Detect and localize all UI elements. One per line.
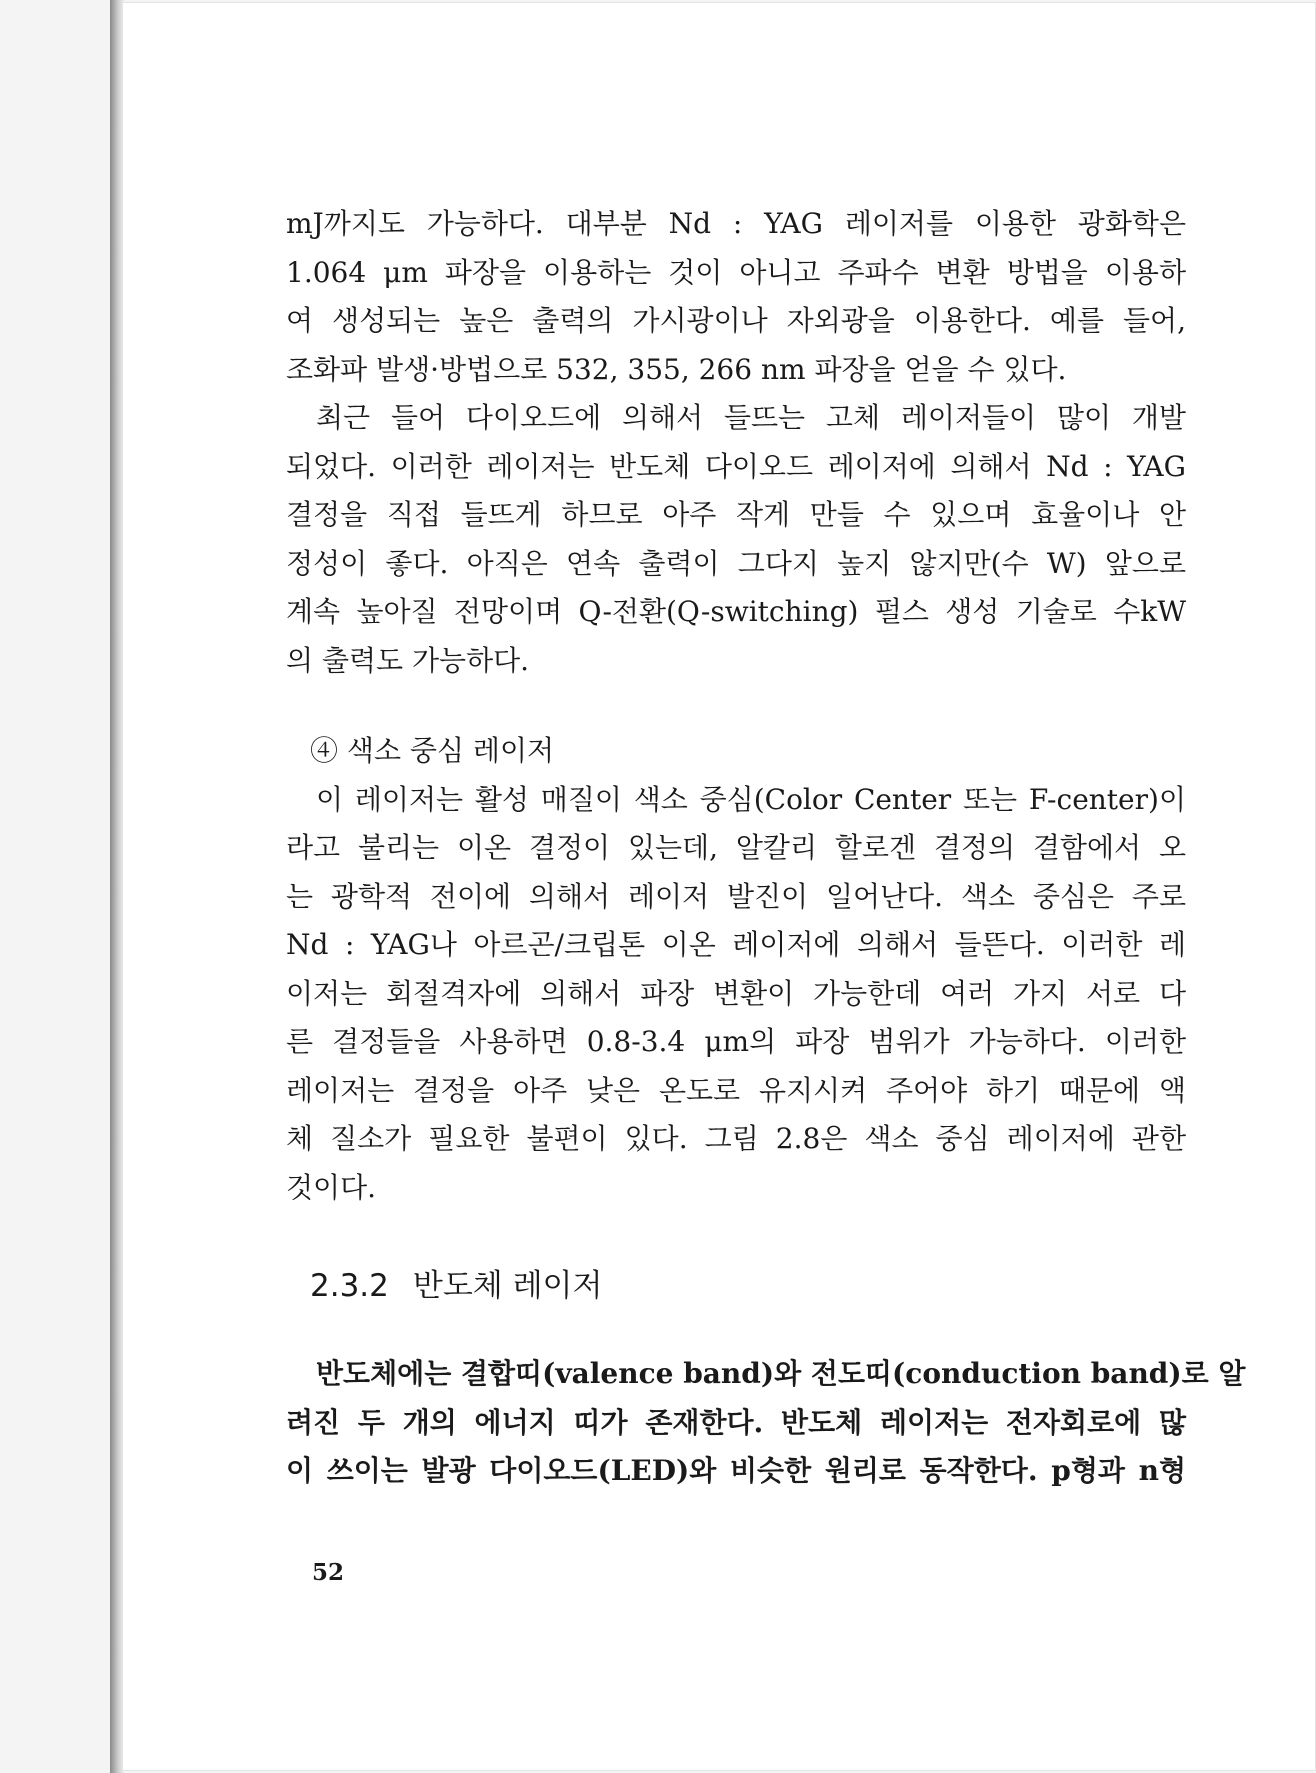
text-line: 것이다.	[286, 1170, 377, 1204]
text-line: 결정을 직접 들뜨게 하므로 아주 작게 만들 수 있으며 효율이나 안	[286, 498, 1186, 531]
text-line: 라고 불리는 이온 결정이 있는데, 알칼리 할로겐 결정의 결함에서 오	[286, 831, 1186, 864]
paragraph-3	[286, 776, 1186, 1213]
text-line: 른 결정들을 사용하면 0.8-3.4 μm의 파장 범위가 가능하다. 이러한	[286, 1025, 1186, 1058]
page-number: 52	[312, 1559, 345, 1586]
subheading-color-center-laser: ④ 색소 중심 레이저	[310, 734, 555, 767]
text-line: 1.064 μm 파장을 이용하는 것이 아니고 주파수 변환 방법을 이용하	[286, 255, 1186, 289]
text-line: 계속 높아질 전망이며 Q-전환(Q-switching) 펄스 생성 기술로 수kW	[286, 595, 1186, 628]
text-line: mJ까지도 가능하다. 대부분 Nd : YAG 레이저를 이용한 광화학은	[286, 207, 1186, 240]
text-line: 이저는 회절격자에 의해서 파장 변환이 가능한데 여러 가지 서로 다	[286, 976, 1186, 1010]
section-number: 2.3.2	[310, 1268, 389, 1304]
text-line: 되었다. 이러한 레이저는 반도체 다이오드 레이저에 의해서 Nd : YAG	[286, 449, 1186, 483]
text-line: 여 생성되는 높은 출력의 가시광이나 자외광을 이용한다. 예를 들어,	[286, 304, 1186, 337]
text-line: 조화파 발생·방법으로 532, 355, 266 nm 파장을 얻을 수 있다.	[286, 352, 1067, 386]
text-line: 체 질소가 필요한 불편이 있다. 그림 2.8은 색소 중심 레이저에 관한	[286, 1122, 1186, 1155]
page-content	[286, 200, 1246, 1496]
text-line: 이 레이저는 활성 매질이 색소 중심(Color Center 또는 F-center)이	[316, 782, 1186, 816]
text-line: 최근 들어 다이오드에 의해서 들뜨는 고체 레이저들이 많이 개발	[316, 401, 1186, 434]
paragraph-4	[286, 1350, 1246, 1496]
text-line: 려진 두 개의 에너지 띠가 존재한다. 반도체 레이저는 전자회로에 많	[286, 1405, 1186, 1439]
text-line: 정성이 좋다. 아직은 연속 출력이 그다지 높지 않지만(수 W) 앞으로	[286, 546, 1186, 580]
text-line: 레이저는 결정을 아주 낮은 온도로 유지시켜 주어야 하기 때문에 액	[286, 1073, 1186, 1107]
text-line: Nd : YAG나 아르곤/크립톤 이온 레이저에 의해서 들뜬다. 이러한 레	[286, 928, 1186, 961]
text-line: 는 광학적 전이에 의해서 레이저 발진이 일어난다. 색소 중심은 주로	[286, 879, 1186, 913]
text-line: 이 쓰이는 발광 다이오드(LED)와 비슷한 원리로 동작한다. p형과 n형	[286, 1454, 1186, 1487]
section-title: 반도체 레이저	[412, 1268, 603, 1304]
section-heading	[310, 1266, 1186, 1306]
text-line: 의 출력도 가능하다.	[286, 643, 530, 677]
paragraph-2	[286, 394, 1186, 685]
text-line: 반도체에는 결합띠(valence band)와 전도띠(conduction band)로 알	[316, 1357, 1246, 1390]
paragraph-1	[286, 200, 1186, 394]
